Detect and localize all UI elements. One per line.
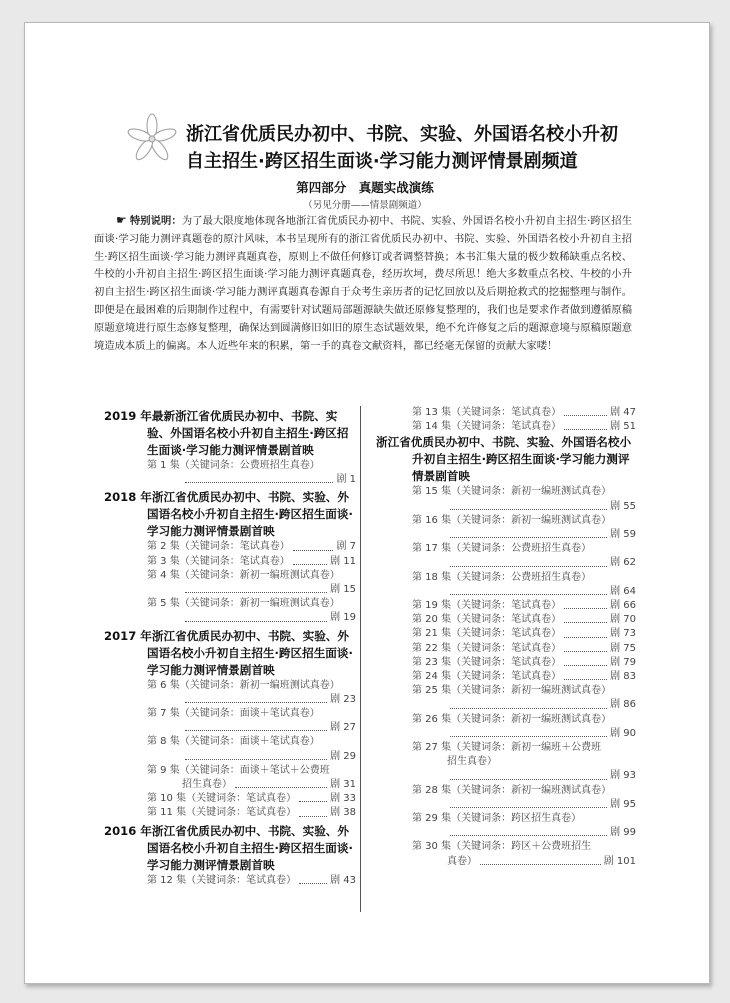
toc-entry-label: 第 5 集（关键词条：新初一编班测试真卷） — [147, 598, 340, 610]
toc-page-number: 剧 43 — [330, 874, 356, 886]
toc-left-column — [104, 406, 356, 888]
toc-page-number: 剧 99 — [610, 827, 636, 839]
toc-page-number: 剧 55 — [610, 500, 636, 512]
notice-label: 特别说明： — [129, 215, 182, 227]
toc-entry-leader-row — [412, 500, 636, 514]
toc-entry-label: 第 13 集（关键词条：笔试真卷） — [412, 407, 562, 418]
toc-entry-label: 第 21 集（关键词条：笔试真卷） — [412, 628, 562, 640]
toc-entry-row — [147, 792, 356, 806]
toc-entry[interactable] — [104, 679, 356, 707]
toc-entry[interactable] — [376, 741, 636, 784]
toc-entry-row — [412, 670, 636, 684]
toc-entry-label: 第 30 集（关键词条：跨区＋公费班招生 — [412, 841, 592, 853]
toc-page-number: 剧 51 — [610, 421, 636, 433]
toc-entry-label: 第 11 集（关键词条：笔试真卷） — [147, 807, 297, 819]
dot-leader — [564, 414, 607, 416]
toc-page-number: 剧 90 — [610, 727, 636, 739]
toc-entry-leader-row — [412, 556, 636, 570]
toc-entry[interactable] — [376, 784, 636, 812]
toc-entry-label: 第 3 集（关键词条：笔试真卷） — [147, 555, 290, 567]
toc-entry-row — [147, 806, 356, 820]
toc-page-number: 剧 101 — [603, 855, 636, 867]
toc-entry[interactable] — [376, 627, 636, 641]
toc-entry-label: 第 4 集（关键词条：新初一编班测试真卷） — [147, 569, 340, 581]
toc-page-number: 剧 47 — [610, 407, 636, 418]
toc-entry-row — [412, 613, 636, 627]
dot-leader — [185, 591, 327, 593]
dot-leader — [564, 664, 607, 666]
toc-page-number: 剧 95 — [610, 798, 636, 810]
toc-page-number: 剧 59 — [610, 529, 636, 541]
toc-page-number: 剧 11 — [330, 555, 356, 567]
toc-entry[interactable] — [376, 420, 636, 434]
toc-entry[interactable] — [104, 555, 356, 569]
toc-entry-label: 第 19 集（关键词条：笔试真卷） — [412, 600, 562, 612]
toc-entry-leader-row — [412, 769, 636, 783]
toc-entry-label: 第 26 集（关键词条：新初一编班测试真卷） — [412, 713, 612, 725]
dot-leader — [299, 815, 327, 817]
toc-page-number: 剧 23 — [330, 693, 356, 705]
toc-entry-label: 第 25 集（关键词条：新初一编班测试真卷） — [412, 685, 612, 697]
toc-entry[interactable] — [376, 542, 636, 570]
toc-entry[interactable] — [104, 764, 356, 792]
toc-entry-label: 第 8 集（关键词条：面谈＋笔试真卷） — [147, 736, 320, 748]
toc-entry-row — [412, 420, 636, 434]
toc-entry[interactable] — [376, 613, 636, 627]
dot-leader — [185, 620, 327, 622]
toc-entry-row — [147, 540, 356, 554]
toc-entry[interactable] — [376, 812, 636, 840]
special-notice — [94, 212, 632, 355]
dot-leader — [299, 800, 327, 802]
toc-group-title: 2018 年浙江省优质民办初中、书院、实验、外国语名校小升初自主招生·跨区招生面谈·学习能力测评情景剧首映 — [104, 490, 353, 539]
toc-entry-label-cont: 招生真卷） — [182, 779, 232, 791]
toc-group-title: 2016 年浙江省优质民办初中、书院、实验、外国语名校小升初自主招生·跨区招生面谈·学习能力测评情景剧首映 — [104, 823, 353, 872]
toc-page-number: 剧 62 — [610, 557, 636, 569]
toc-entry[interactable] — [104, 569, 356, 597]
toc-page-number: 剧 64 — [610, 585, 636, 597]
toc-entry-row — [412, 406, 636, 420]
dot-leader — [450, 834, 607, 836]
toc-entry[interactable] — [104, 792, 356, 806]
toc-entry-leader-row — [412, 755, 636, 769]
toc-entry-row — [412, 599, 636, 613]
toc-entry-leader-row — [412, 826, 636, 840]
toc-entry-leader-row — [412, 528, 636, 542]
pointing-hand-icon: ☛ — [116, 213, 127, 227]
toc-entry[interactable] — [104, 735, 356, 763]
toc-entry-leader-row — [147, 721, 356, 735]
toc-page-number: 剧 7 — [336, 541, 356, 553]
toc-entry-label: 第 9 集（关键词条：面谈＋笔试＋公费班 — [147, 764, 330, 776]
toc-page-number: 剧 83 — [610, 671, 636, 683]
toc-entry-leader-row — [147, 473, 356, 487]
toc-entry[interactable] — [376, 485, 636, 513]
toc-entry-label: 第 14 集（关键词条：笔试真卷） — [412, 421, 562, 433]
dot-leader — [450, 707, 607, 709]
dot-leader — [185, 701, 327, 703]
dot-leader — [293, 563, 327, 565]
dot-leader — [450, 508, 607, 510]
toc-page-number: 剧 86 — [610, 699, 636, 711]
toc-entry-label: 第 24 集（关键词条：笔试真卷） — [412, 671, 562, 683]
toc-entry-leader-row — [147, 778, 356, 792]
toc-entry-leader-row — [147, 693, 356, 707]
toc-entry[interactable] — [376, 642, 636, 656]
toc-entry-leader-row — [147, 750, 356, 764]
toc-group-heading — [376, 434, 636, 485]
dot-leader — [564, 636, 607, 638]
toc-group-heading — [104, 823, 356, 874]
dot-leader — [293, 549, 334, 551]
toc-entry[interactable] — [376, 684, 636, 712]
toc-entry-leader-row — [412, 727, 636, 741]
dot-leader — [185, 758, 327, 760]
toc-entry-label: 第 23 集（关键词条：笔试真卷） — [412, 656, 562, 668]
toc-entry[interactable] — [104, 540, 356, 554]
dot-leader — [564, 607, 607, 609]
toc-entry-label: 第 22 集（关键词条：笔试真卷） — [412, 642, 562, 654]
toc-group-heading — [104, 408, 356, 459]
dot-leader — [450, 593, 607, 595]
toc-entry-label: 第 12 集（关键词条：笔试真卷） — [147, 874, 297, 886]
toc-page-number: 剧 33 — [330, 793, 356, 805]
toc-page-number: 剧 31 — [330, 779, 356, 791]
toc-entry-label: 第 17 集（关键词条：公费班招生真卷） — [412, 543, 592, 555]
dot-leader — [450, 565, 607, 567]
section-title: 第四部分 真题实战演练 — [296, 180, 434, 195]
toc-entry-label: 第 15 集（关键词条：新初一编班测试真卷） — [412, 486, 612, 498]
toc-entry[interactable] — [104, 597, 356, 625]
toc-entry-row — [147, 555, 356, 569]
dot-leader — [299, 882, 327, 884]
toc-right-column — [376, 406, 636, 869]
toc-page-number: 剧 66 — [610, 600, 636, 612]
toc-page-number: 剧 27 — [330, 722, 356, 734]
dot-leader — [450, 735, 607, 737]
toc-page-number: 剧 73 — [610, 628, 636, 640]
toc-page-number: 剧 15 — [330, 584, 356, 596]
toc-entry-row — [412, 627, 636, 641]
flower-icon — [126, 113, 178, 165]
toc-group-heading — [104, 628, 356, 679]
toc-entry-label: 第 18 集（关键词条：公费班招生真卷） — [412, 571, 592, 583]
toc-page-number: 剧 19 — [330, 612, 356, 624]
toc-page-number: 剧 70 — [610, 614, 636, 626]
dot-leader — [564, 678, 607, 680]
dot-leader — [185, 481, 333, 483]
dot-leader — [480, 863, 601, 865]
section-subtitle: （另见分册——情景剧频道） — [303, 200, 427, 211]
toc-entry[interactable] — [376, 599, 636, 613]
toc-entry-leader-row — [412, 855, 636, 869]
toc-entry[interactable] — [376, 571, 636, 599]
column-divider — [360, 406, 361, 912]
toc-entry-label: 第 7 集（关键词条：面谈＋笔试真卷） — [147, 708, 320, 720]
toc-entry-label: 第 1 集（关键词条：公费班招生真卷） — [147, 460, 320, 471]
toc-entry[interactable] — [376, 514, 636, 542]
toc-entry[interactable] — [376, 713, 636, 741]
toc-entry-label: 第 16 集（关键词条：新初一编班测试真卷） — [412, 514, 612, 526]
toc-entry[interactable] — [104, 874, 356, 888]
toc-entry-label: 第 2 集（关键词条：笔试真卷） — [147, 541, 290, 553]
toc-page-number: 剧 1 — [336, 474, 356, 486]
notice-text: 为了最大限度地体现各地浙江省优质民办初中、书院、实验、外国语名校小升初自主招生·跨区招生面谈·学习能力测评真题卷的原汁风味，本书呈现所有的浙江省优质民办初中、书院、实验、外国语名校小升初自主招生·跨区招生面谈·学习能力测评真题真卷，原则上不做任何修订或者调整替换；本书汇集大量的极少数稀缺重点名校、牛校的小升初自主招生·跨区招生面谈·学习能力测评真题真卷，经历坎坷，费尽所思！绝大多数重点名校、牛校的小升初自主招生·跨区招生面谈·学习能力测评真题真卷源自于众考生亲历者的记忆回放以及后期抢救式的挖掘整理与制作。即便是在最困难的后期制作过程中，有需要针对试题局部题源缺失做还原修复整理的，我们也是要求作者做到遵循原稿原题意境进行原生态修复整理，确保达到圆满修旧如旧的原生态试题效果，绝不允许修复之后的题源意境与原稿原题意境造成本质上的偏离。本人近些年来的积累，第一手的真卷文献资料，都已经毫无保留的贡献大家喽！ — [94, 215, 632, 352]
toc-page-number: 剧 79 — [610, 656, 636, 668]
page-title-line1: 浙江省优质民办初中、书院、实验、外国语名校小升初 — [186, 124, 618, 145]
toc-entry-label-cont: 真卷） — [447, 855, 477, 867]
toc-entry-label: 第 29 集（关键词条：跨区招生真卷） — [412, 813, 582, 825]
toc-entry[interactable] — [104, 806, 356, 820]
dot-leader — [564, 428, 607, 430]
toc-entry-leader-row — [412, 698, 636, 712]
toc-entry-label: 第 20 集（关键词条：笔试真卷） — [412, 614, 562, 626]
toc-entry-leader-row — [412, 798, 636, 812]
toc-entry[interactable] — [376, 656, 636, 670]
toc-entry-leader-row — [412, 585, 636, 599]
toc-entry-label: 第 27 集（关键词条：新初一编班＋公费班 — [412, 742, 602, 754]
toc-entry-leader-row — [147, 583, 356, 597]
toc-group-title: 浙江省优质民办初中、书院、实验、外国语名校小升初自主招生·跨区招生面谈·学习能力测评情景剧首映 — [376, 435, 632, 484]
toc-group-title: 2019 年最新浙江省优质民办初中、书院、实验、外国语名校小升初自主招生·跨区招生面谈·学习能力测评情景剧首映 — [104, 409, 349, 457]
dot-leader — [450, 778, 607, 780]
toc-entry[interactable] — [376, 670, 636, 684]
dot-leader — [185, 729, 327, 731]
toc-entry-row — [412, 642, 636, 656]
dot-leader — [564, 650, 607, 652]
toc-page-number: 剧 75 — [610, 642, 636, 654]
dot-leader — [450, 806, 607, 808]
toc-entry-row — [147, 874, 356, 888]
toc-group-heading — [104, 489, 356, 540]
toc-entry[interactable] — [376, 840, 636, 868]
toc-entry-label: 第 6 集（关键词条：新初一编班测试真卷） — [147, 679, 340, 691]
toc-page-number: 剧 38 — [330, 807, 356, 819]
page-title-line2: 自主招生·跨区招生面谈·学习能力测评情景剧频道 — [186, 151, 578, 172]
toc-entry[interactable] — [104, 707, 356, 735]
dot-leader — [564, 621, 607, 623]
toc-entry-label: 第 10 集（关键词条：笔试真卷） — [147, 793, 297, 805]
toc-page-number: 剧 93 — [610, 770, 636, 782]
dot-leader — [235, 786, 327, 788]
toc-entry[interactable] — [104, 459, 356, 487]
toc-group-title: 2017 年浙江省优质民办初中、书院、实验、外国语名校小升初自主招生·跨区招生面谈·学习能力测评情景剧首映 — [104, 628, 353, 677]
toc-page-number: 剧 29 — [330, 750, 356, 762]
toc-entry-leader-row — [147, 611, 356, 625]
toc-entry[interactable] — [376, 406, 636, 420]
toc-entry-label-cont: 招生真卷） — [447, 756, 497, 768]
dot-leader — [450, 536, 607, 538]
toc-entry-row — [412, 656, 636, 670]
toc-entry-label: 第 28 集（关键词条：新初一编班测试真卷） — [412, 784, 612, 796]
